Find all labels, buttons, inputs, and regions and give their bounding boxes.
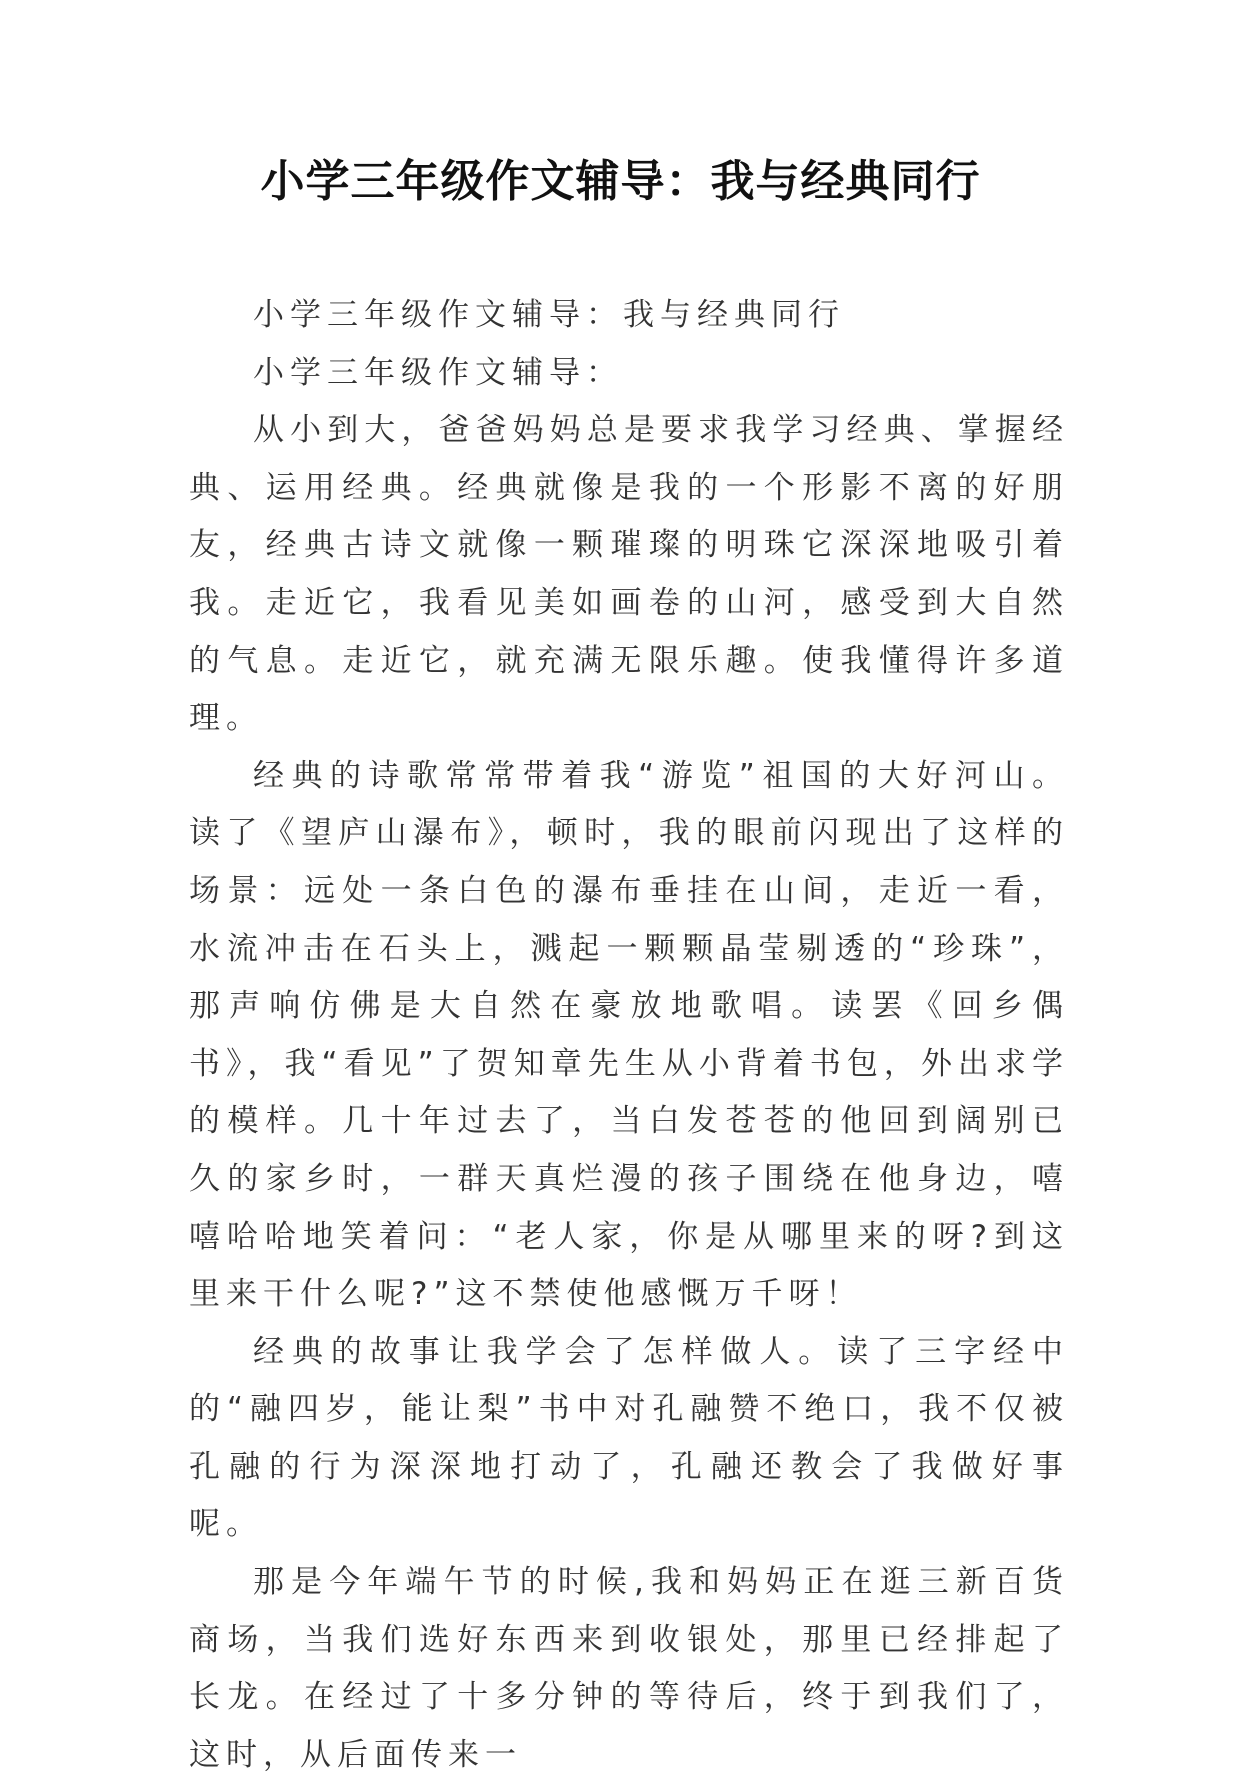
paragraph-intro: 从小到大，爸爸妈妈总是要求我学习经典、掌握经典、运用经典。经典就像是我的一个形影不离的好朋友，经典古诗文就像一颗璀璨的明珠它深深地吸引着我。走近它，我看见美如画卷的山河，感受到大自然的气息。走近它，就充满无限乐趣。使我懂得许多道理。 [189,412,1069,737]
paragraph-story: 经典的故事让我学会了怎样做人。读了三字经中的“融四岁，能让梨”书中对孔融赞不绝口，我不仅被孔融的行为深深地打动了，孔融还教会了我做好事呢。 [189,1333,1069,1543]
document-title: 小学三年级作文辅导：我与经典同行 [260,156,981,207]
paragraph-subtitle: 小学三年级作文辅导： [253,354,623,391]
document-body [189,287,1069,1784]
paragraph-dragon-boat-festival: 那是今年端午节的时候,我和妈妈正在逛三新百货商场，当我们选好东西来到收银处，那里已经排起了长龙。在经过了十多分钟的等待后，终于到我们了，这时，从后面传来一 [189,1564,1069,1773]
paragraph-title-repeat: 小学三年级作文辅导：我与经典同行 [253,297,845,333]
paragraph-poems: 经典的诗歌常常带着我“游览”祖国的大好河山。读了《望庐山瀑布》，顿时，我的眼前闪现出了这样的场景：远处一条白色的瀑布垂挂在山间，走近一看，水流冲击在石头上，溅起一颗颗晶莹剔透的“珍珠”，那声响仿佛是大自然在豪放地歌唱。读罢《回乡偶书》，我“看见”了贺知章先生从小背着书包，外出求学的模样。几十年过去了，当白发苍苍的他回到阔别已久的家乡时，一群天真烂漫的孩子围绕在他身边，嘻嘻哈哈地笑着问：“老人家，你是从哪里来的呀?到这里来干什么呢?”这不禁使他感慨万千呀！ [189,757,1069,1313]
